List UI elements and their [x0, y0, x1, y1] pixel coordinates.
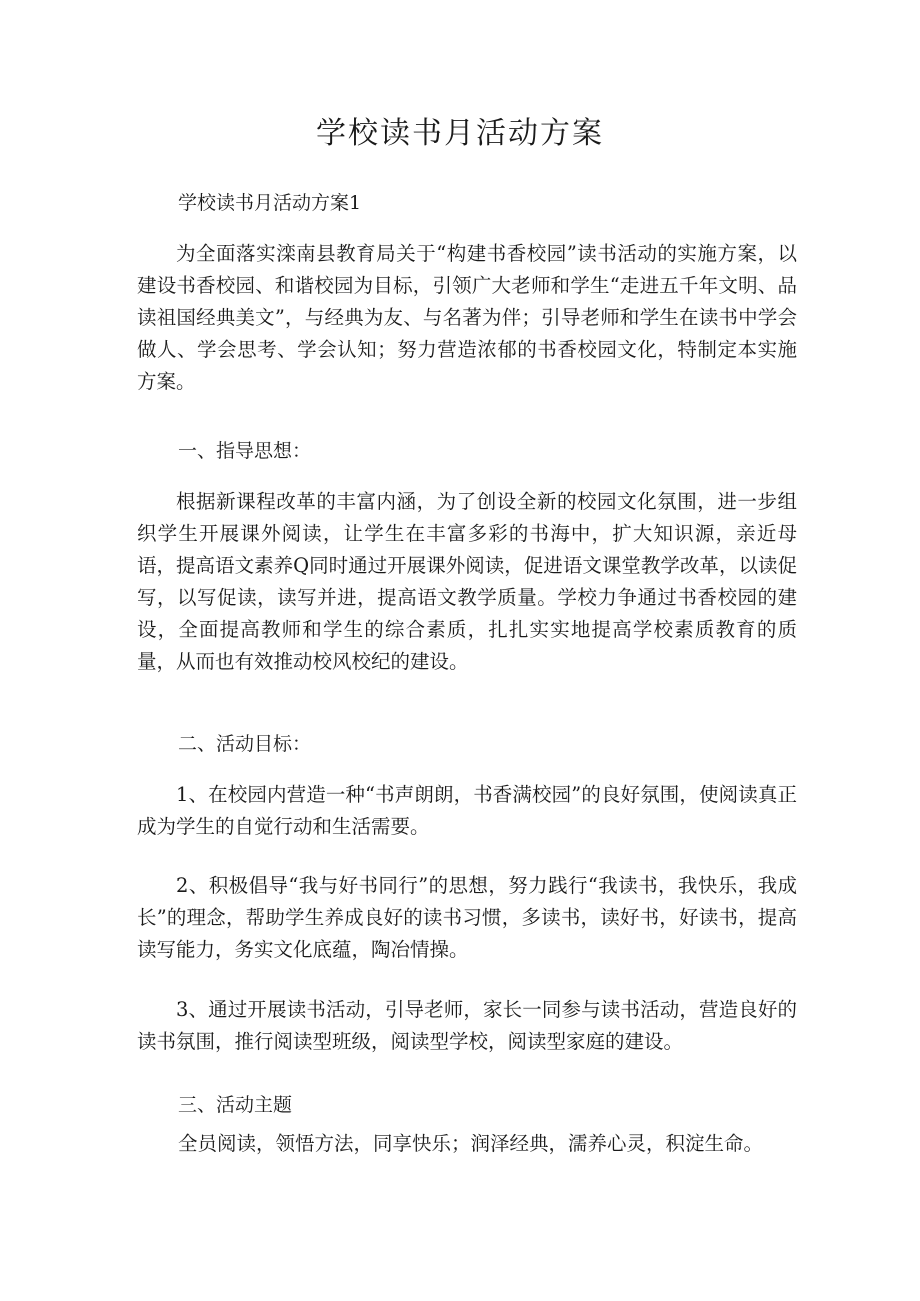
document-subtitle: 学校读书月活动方案1 [178, 192, 362, 214]
theme-paragraph: 全员阅读，领悟方法，同享快乐；润泽经典，濡养心灵，积淀生命。 [178, 1132, 764, 1155]
section-heading-guiding-ideology: 一、指导思想： [178, 440, 312, 462]
guiding-ideology-paragraph: 根据新课程改革的丰富内涵，为了创设全新的校园文化氛围，进一步组织学生开展课外阅读，让学生在丰富多彩的书海中，扩大知识源，亲近母语，提高语文素养Q同时通过开展课外阅读，促进语文课堂教学改革，以读促写，以写促读，读写并进，提高语文教学质量。学校力争通过书香校园的建设，全面提高教师和学生的综合素质，扎扎实实地提高学校素质教育的质量，从而也有效推动校风校纪的建设。 [137, 490, 797, 673]
goal-item-3: 3、通过开展读书活动，引导老师，家长一同参与读书活动，营造良好的读书氛围，推行阅读型班级，阅读型学校，阅读型家庭的建设。 [137, 998, 797, 1053]
section-heading-activity-theme: 三、活动主题 [178, 1094, 293, 1116]
section-heading-activity-goals: 二、活动目标： [178, 733, 312, 755]
document-title: 学校读书月活动方案 [316, 116, 604, 151]
goal-item-2: 2、积极倡导“我与好书同行”的思想，努力践行“我读书，我快乐，我成长”的理念，帮助学生养成良好的读书习惯，多读书，读好书，好读书，提高读写能力，务实文化底蕴，陶冶情操。 [137, 874, 797, 961]
intro-paragraph: 为全面落实滦南县教育局关于“构建书香校园”读书活动的实施方案，以建设书香校园、和谐校园为目标，引领广大老师和学生“走进五千年文明、品读祖国经典美文”，与经典为友、与名著为伴；引导老师和学生在读书中学会做人、学会思考、学会认知；努力营造浓郁的书香校园文化，特制定本实施方案。 [137, 242, 797, 393]
goal-item-1: 1、在校园内营造一种“书声朗朗，书香满校园”的良好氛围，使阅读真正成为学生的自觉行动和生活需要。 [137, 783, 797, 838]
